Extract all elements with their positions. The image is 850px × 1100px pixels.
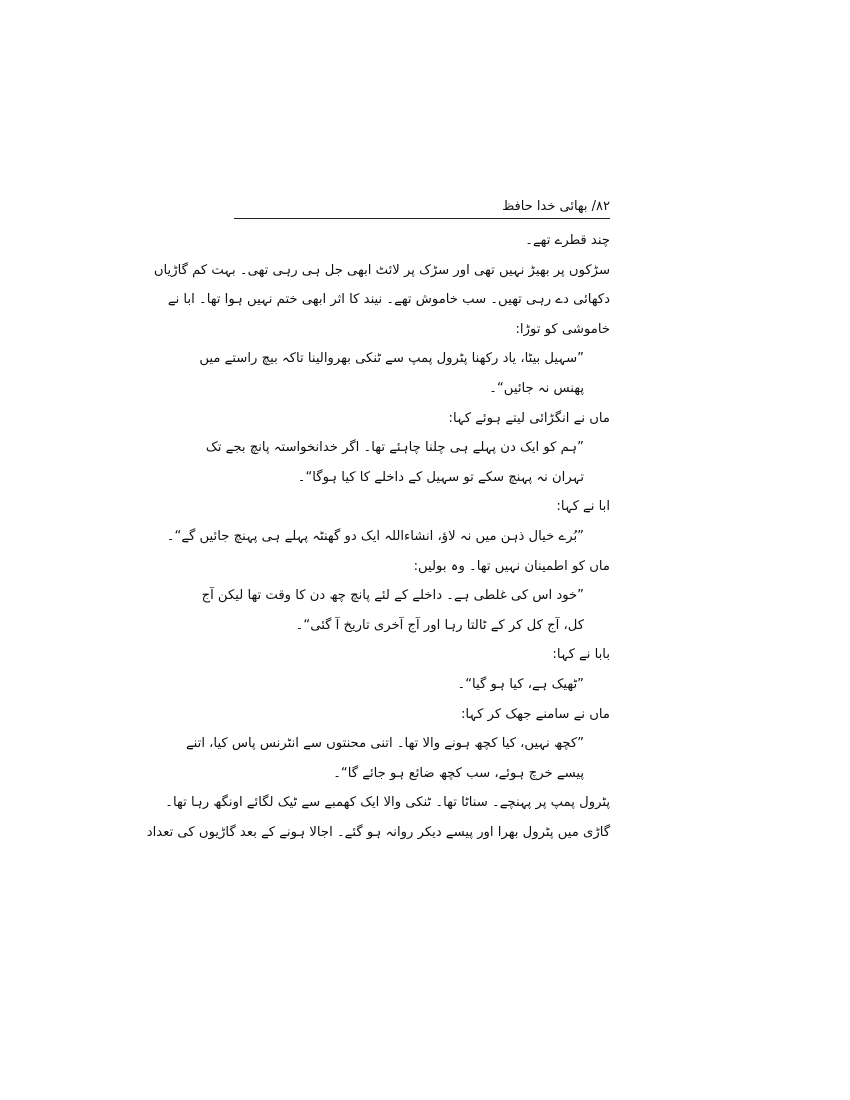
- text-line: خاموشی کو توڑا:: [515, 321, 610, 337]
- text-line: پٹرول پمپ پر پہنچے۔ سناٹا تھا۔ ٹنکی والا ایک کھمبے سے ٹیک لگائے اونگھ رہا تھا۔: [165, 795, 610, 811]
- text-line: ماں نے سامنے جھک کر کہا:: [460, 706, 610, 722]
- quote-line: ”ٹھیک ہے، کیا ہو گیا“۔: [457, 676, 584, 692]
- running-head: ۸۲/ بھائی خدا حافظ: [502, 199, 610, 214]
- text-line: ابا نے کہا:: [556, 499, 610, 515]
- text-line: دکھائی دے رہی تھیں۔ سب خاموش تھے۔ نیند کا اثر ابھی ختم نہیں ہوا تھا۔ ابا نے: [167, 292, 610, 308]
- page-body: [146, 226, 610, 847]
- quote-line: ”خود اس کی غلطی ہے۔ داخلے کے لئے پانچ چھ دن کا وقت تھا لیکن آج: [201, 588, 584, 604]
- quote-line: پیسے خرچ ہوئے، سب کچھ ضائع ہو جائے گا“۔: [333, 765, 584, 781]
- text-line: گاڑی میں پٹرول بھرا اور پیسے دیکر روانہ ہو گئے۔ اجالا ہونے کے بعد گاڑیوں کی تعداد: [146, 824, 610, 840]
- text-line: سڑکوں پر بھیڑ نہیں تھی اور سڑک پر لائٹ ابھی جل ہی رہی تھی۔ بہت کم گاڑیاں: [153, 262, 610, 278]
- header-rule: [234, 218, 610, 219]
- text-line: ماں نے انگڑائی لیتے ہوئے کہا:: [448, 410, 610, 426]
- quote-line: کل، آج کل کر کے ٹالتا رہا اور آج آخری تاریخ آ گئی“۔: [295, 617, 584, 633]
- quote-line: تہران نہ پہنچ سکے تو سہیل کے داخلے کا کیا ہوگا“۔: [297, 469, 584, 485]
- quote-line: ”سہیل بیٹا، یاد رکھنا پٹرول پمپ سے ٹنکی بھروالینا تاکہ بیچ راستے میں: [199, 351, 584, 367]
- quote-line: ”بُرے خیال ذہن میں نہ لاؤ، انشاءاللہ ایک دو گھنٹہ پہلے ہی پہنچ جائیں گے“۔: [166, 528, 584, 544]
- text-line: بابا نے کہا:: [552, 647, 610, 663]
- text-line: ماں کو اطمینان نہیں تھا۔ وہ بولیں:: [413, 558, 610, 574]
- quote-line: ”کچھ نہیں، کیا کچھ ہونے والا تھا۔ اتنی محنتوں سے انٹرنس پاس کیا، اتنے: [185, 736, 584, 752]
- text-line: چند قطرے تھے۔: [525, 233, 610, 248]
- quote-line: ”ہم کو ایک دن پہلے ہی چلنا چاہئے تھا۔ اگر خدانخواستہ پانچ بجے تک: [205, 440, 584, 456]
- quote-line: پھنس نہ جائیں“۔: [489, 380, 584, 396]
